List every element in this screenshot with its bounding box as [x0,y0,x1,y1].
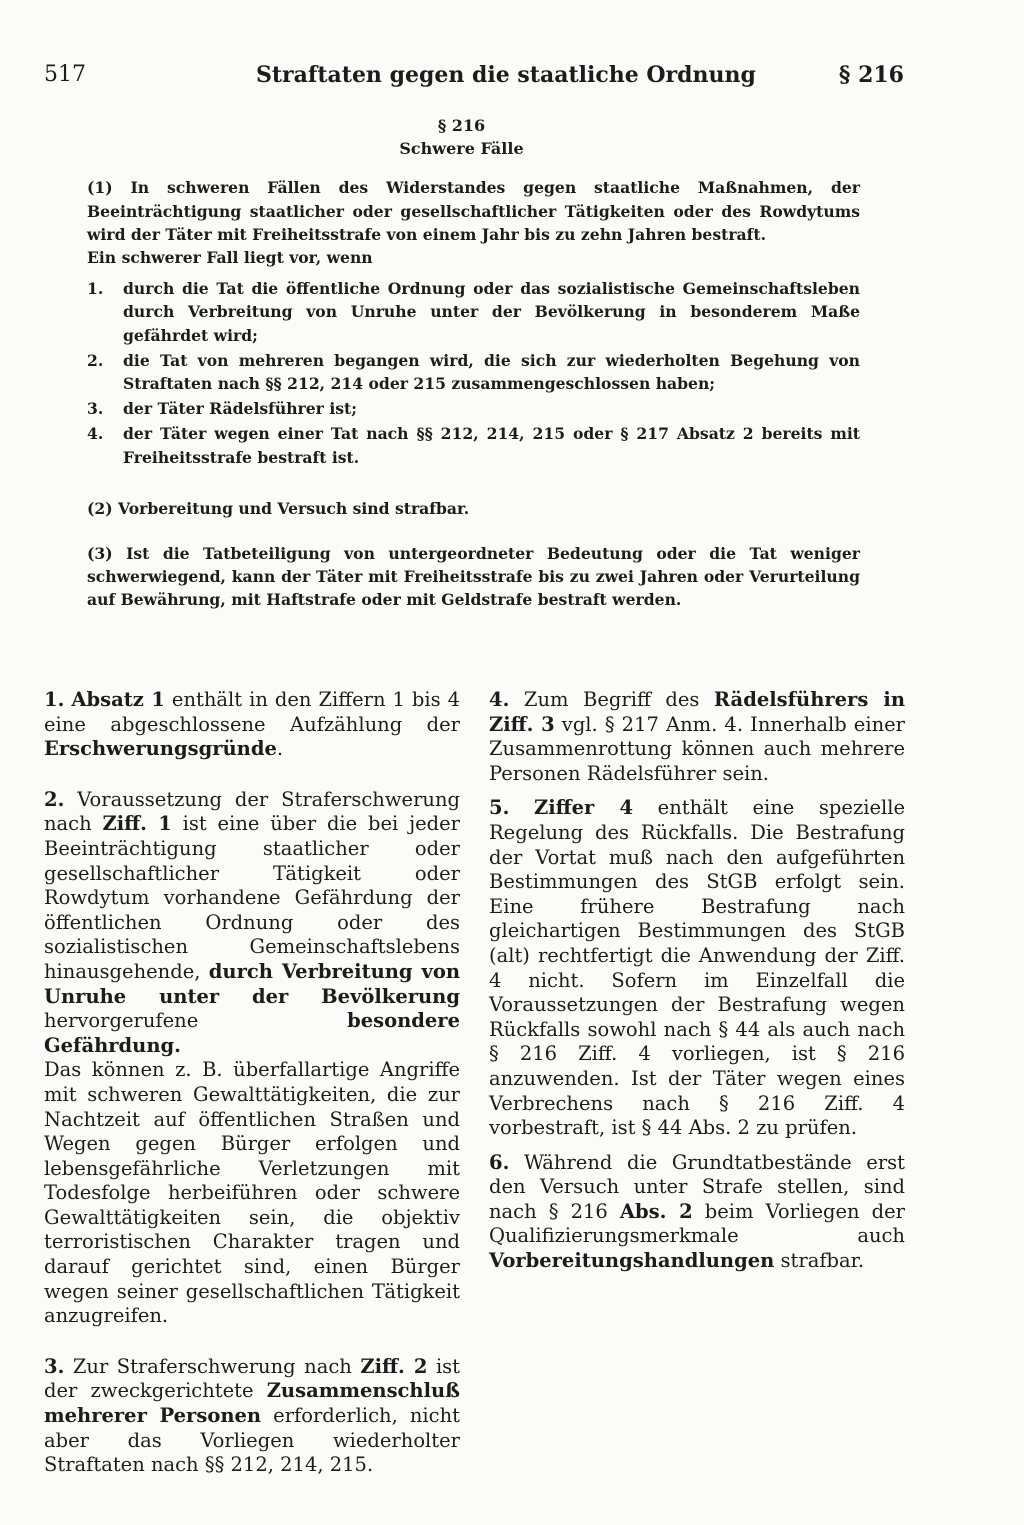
note-1 [44,688,460,762]
note-bold: Ziff. 2 [360,1354,428,1378]
note-text: Während die Grundtatbestände erst den Versuch unter Strafe stellen, sind nach § 216 [489,1150,905,1223]
item-text: der Täter wegen einer Tat nach §§ 212, 214, 215 oder § 217 Absatz 2 bereits mit Freiheitsstrafe bestraft ist. [123,424,860,467]
item-number: 1. [87,279,104,299]
note-text: . [276,737,284,761]
commentary-column-right [489,688,905,1274]
note-6 [489,1151,905,1274]
note-bold: Absatz 1 [71,688,165,711]
note-2-continued: Das können z. B. überfallartige Angriffe mit schweren Gewalttätigkeiten, die zur Nachtzeit auf öffentlichen Straßen und Wegen gegen Bürger erfolgen und lebensgefährliche Verletzungen mit Todesfolge herbeiführen oder schwere Gewalttätigkeiten sein, die objektiv terroristischen Charakter tragen und darauf gerichtet sind, einen Bürger wegen seiner gesellschaftlichen Tätigkeit anzugreifen. [44,1058,460,1328]
note-text: enthält in den Ziffern 1 bis 4 eine abgeschlossene Aufzählung der [44,688,460,736]
running-section: § 216 [838,62,904,88]
note-3 [44,1355,460,1478]
note-bold: durch Verbreitung von Unruhe unter der Bevölkerung [44,959,460,1008]
note-bold: Erschwerungsgründe [44,737,277,761]
item-number: 3. [87,399,104,419]
note-2 [44,788,460,1059]
item-text: der Täter Rädelsführer ist; [123,399,357,419]
note-bold: Zusammenschluß mehrerer Personen [44,1379,460,1428]
item-number: 2. [87,350,104,370]
running-title: Straftaten gegen die staatliche Ordnung [256,62,756,88]
note-bold: Ziffer 4 [533,796,634,820]
note-text: vgl. § 217 Anm. 4. Innerhalb einer Zusammenrottung können auch mehrere Personen Rädelsführer sein. [489,712,906,785]
section-number: § 216 [437,116,486,135]
item-text: die Tat von mehreren begangen wird, die sich zur wiederholten Begehung von Straftaten nach §§ 212, 214 oder 215 zusammengeschlossen haben; [123,350,860,394]
section-title: Schwere Fälle [399,139,524,159]
note-text: beim Vorliegen der Qualifizierungsmerkmale auch [489,1199,905,1248]
note-text: erforderlich, nicht aber das Vorliegen wiederholter Straftaten nach §§ 212, 214, 215. [44,1404,460,1477]
note-text: ist der zweckgerichtete [44,1354,461,1403]
note-text: hervorgerufene [44,1009,348,1033]
note-bold: Abs. 2 [619,1199,693,1223]
note-text: Zur Straferschwerung nach [64,1354,361,1378]
paragraph-3: (3) Ist die Tatbeteiligung von untergeordneter Bedeutung oder die Tat weniger schwerwiegend, kann der Täter mit Freiheitsstrafe bis zu zwei Jahren oder Verurteilung auf Bewährung, mit Haftstrafe oder mit Geldstrafe bestraft werden. [87,544,860,610]
note-bold: besondere Gefährdung. [44,1009,460,1057]
commentary-column-left [44,688,460,1478]
intro-line: Ein schwerer Fall liegt vor, wenn [87,248,373,268]
note-text: Voraussetzung der Straferschwerung nach [44,787,460,836]
list-item [87,422,860,468]
enumeration [87,277,860,469]
note-number: 5. [489,796,510,820]
commentary [44,688,904,1508]
note-bold: Ziff. 1 [102,812,172,836]
note-number: 1. [44,688,65,711]
note-bold: Vorbereitungshandlungen [489,1249,775,1273]
note-number: 6. [489,1150,510,1174]
note-bold: Rädelsführers in Ziff. 3 [489,688,906,736]
law-text [87,114,860,612]
note-number: 2. [44,787,65,811]
note-number: 3. [44,1354,65,1378]
paragraph-2: (2) Vorbereitung und Versuch sind strafbar. [87,498,470,518]
note-text: strafbar. [774,1249,865,1273]
note-4 [489,688,905,786]
note-number: 4. [489,688,510,711]
list-item [87,349,860,395]
paragraph-1: (1) In schweren Fällen des Widerstandes gegen staatliche Maßnahmen, der Beeinträchtigung staatlicher oder gesellschaftlicher Tätigkeiten oder des Rowdytums wird der Täter mit Freiheitsstrafe von einem Jahr bis zu zehn Jahren bestraft. [87,178,860,244]
note-5 [489,796,905,1140]
note-text: enthält eine spezielle Regelung des Rückfalls. Die Bestrafung der Vortat muß nach den aufgeführten Bestimmungen des StGB erfolgt sein. Eine frühere Bestrafung nach gleichartigen Bestimmungen des StGB (alt) rechtfertigt die Anwendung der Ziff. 4 nicht. Sofern im Einzelfall die Voraussetzungen der Bestrafung wegen Rückfalls sowohl nach § 44 als auch nach § 216 Ziff. 4 vorliegen, ist § 216 anzuwenden. Ist der Täter wegen eines Verbrechens nach § 216 Ziff. 4 vorbestraft, ist § 44 Abs. 2 zu prüfen. [489,796,906,1140]
page-number: 517 [44,62,86,87]
list-item [87,397,860,420]
note-text: Zum Begriff des [509,688,714,711]
item-number: 4. [87,424,104,444]
note-text: ist eine über die bei jeder Beeinträchtigung staatlicher oder gesellschaftlicher Tätigkeit oder Rowdytum vorhandene Gefährdung der öffentlichen Ordnung oder des sozialistischen Gemeinschaftslebens hinausgehende, [44,812,460,983]
running-header [44,62,904,94]
list-item [87,277,860,347]
item-text: durch die Tat die öffentliche Ordnung oder das sozialistische Gemeinschaftsleben durch Verbreitung von Unruhe unter der Bevölkerung in besonderem Maße gefährdet wird; [123,279,860,345]
